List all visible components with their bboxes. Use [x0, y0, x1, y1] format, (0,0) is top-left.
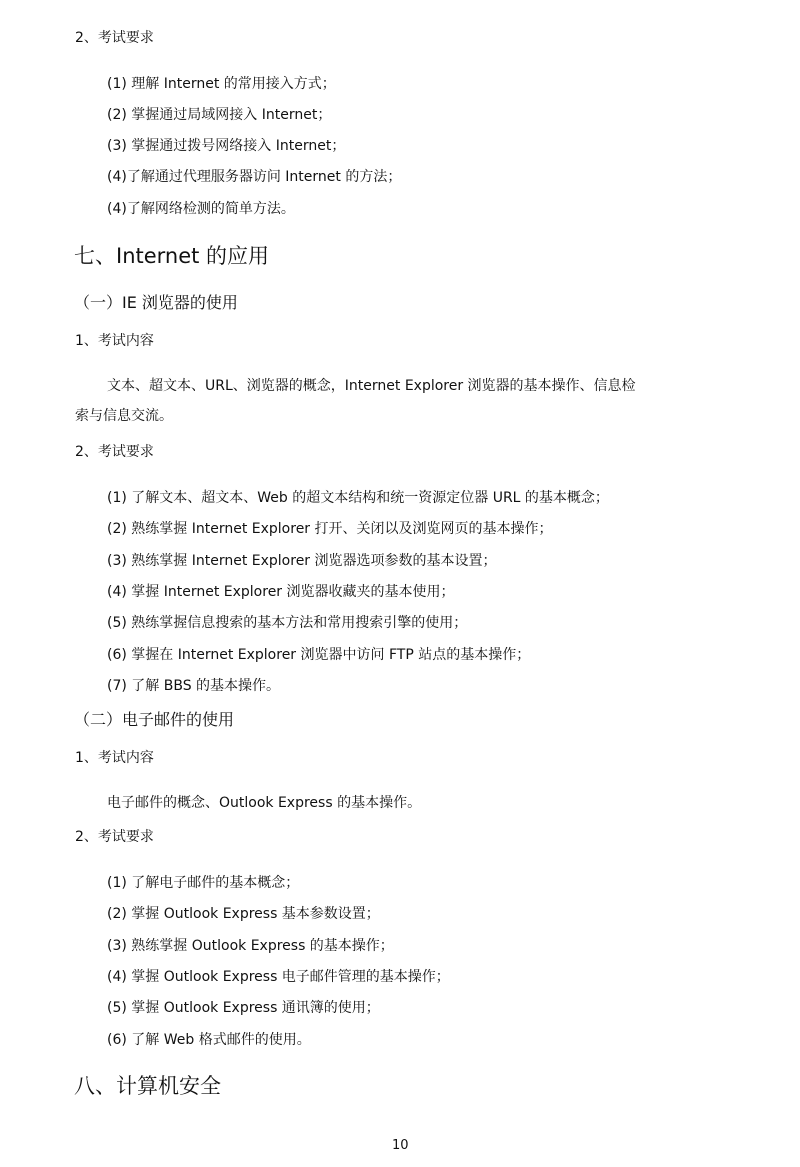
list-item: (2) 掌握 Outlook Express 基本参数设置；	[107, 906, 380, 922]
list-item: (4) 掌握 Outlook Express 电子邮件管理的基本操作；	[107, 969, 450, 985]
content-heading: 1、考试内容	[75, 333, 154, 349]
list-item: (1) 理解 Internet 的常用接入方式；	[107, 76, 336, 92]
list-item: (3) 掌握通过拨号网络接入 Internet；	[107, 138, 346, 154]
list-item: (3) 熟练掌握 Outlook Express 的基本操作；	[107, 938, 394, 954]
list-item: (6) 掌握在 Internet Explorer 浏览器中访问 FTP 站点的基本操作；	[107, 647, 531, 663]
list-item: (4)了解通过代理服务器访问 Internet 的方法；	[107, 169, 402, 185]
chapter-8-title: 八、计算机安全	[74, 1074, 221, 1098]
list-item: (5) 熟练掌握信息搜索的基本方法和常用搜索引擎的使用；	[107, 615, 468, 631]
content-paragraph-line: 文本、超文本、URL、浏览器的概念，Internet Explorer 浏览器的基本操作、信息检	[107, 378, 636, 394]
list-item: (4)了解网络检测的简单方法。	[107, 201, 295, 217]
chapter-7-title: 七、Internet 的应用	[74, 244, 270, 268]
content-paragraph-line: 索与信息交流。	[75, 408, 173, 424]
list-item: (6) 了解 Web 格式邮件的使用。	[107, 1032, 311, 1048]
list-item: (4) 掌握 Internet Explorer 浏览器收藏夹的基本使用；	[107, 584, 455, 600]
requirements-heading: 2、考试要求	[75, 444, 154, 460]
requirements-heading: 2、考试要求	[75, 829, 154, 845]
section-email-title: （二）电子邮件的使用	[74, 710, 235, 729]
requirements-heading: 2、考试要求	[75, 30, 154, 46]
list-item: (2) 掌握通过局域网接入 Internet；	[107, 107, 332, 123]
list-item: (1) 了解电子邮件的基本概念；	[107, 875, 300, 891]
content-heading: 1、考试内容	[75, 750, 154, 766]
list-item: (3) 熟练掌握 Internet Explorer 浏览器选项参数的基本设置；	[107, 553, 497, 569]
list-item: (5) 掌握 Outlook Express 通讯簿的使用；	[107, 1000, 380, 1016]
list-item: (7) 了解 BBS 的基本操作。	[107, 678, 281, 694]
list-item: (1) 了解文本、超文本、Web 的超文本结构和统一资源定位器 URL 的基本概念；	[107, 490, 609, 506]
list-item: (2) 熟练掌握 Internet Explorer 打开、关闭以及浏览网页的基本操作；	[107, 521, 553, 537]
section-ie-title: （一）IE 浏览器的使用	[74, 293, 238, 312]
page-number: 10	[392, 1138, 409, 1153]
content-paragraph-line: 电子邮件的概念、Outlook Express 的基本操作。	[107, 795, 422, 811]
